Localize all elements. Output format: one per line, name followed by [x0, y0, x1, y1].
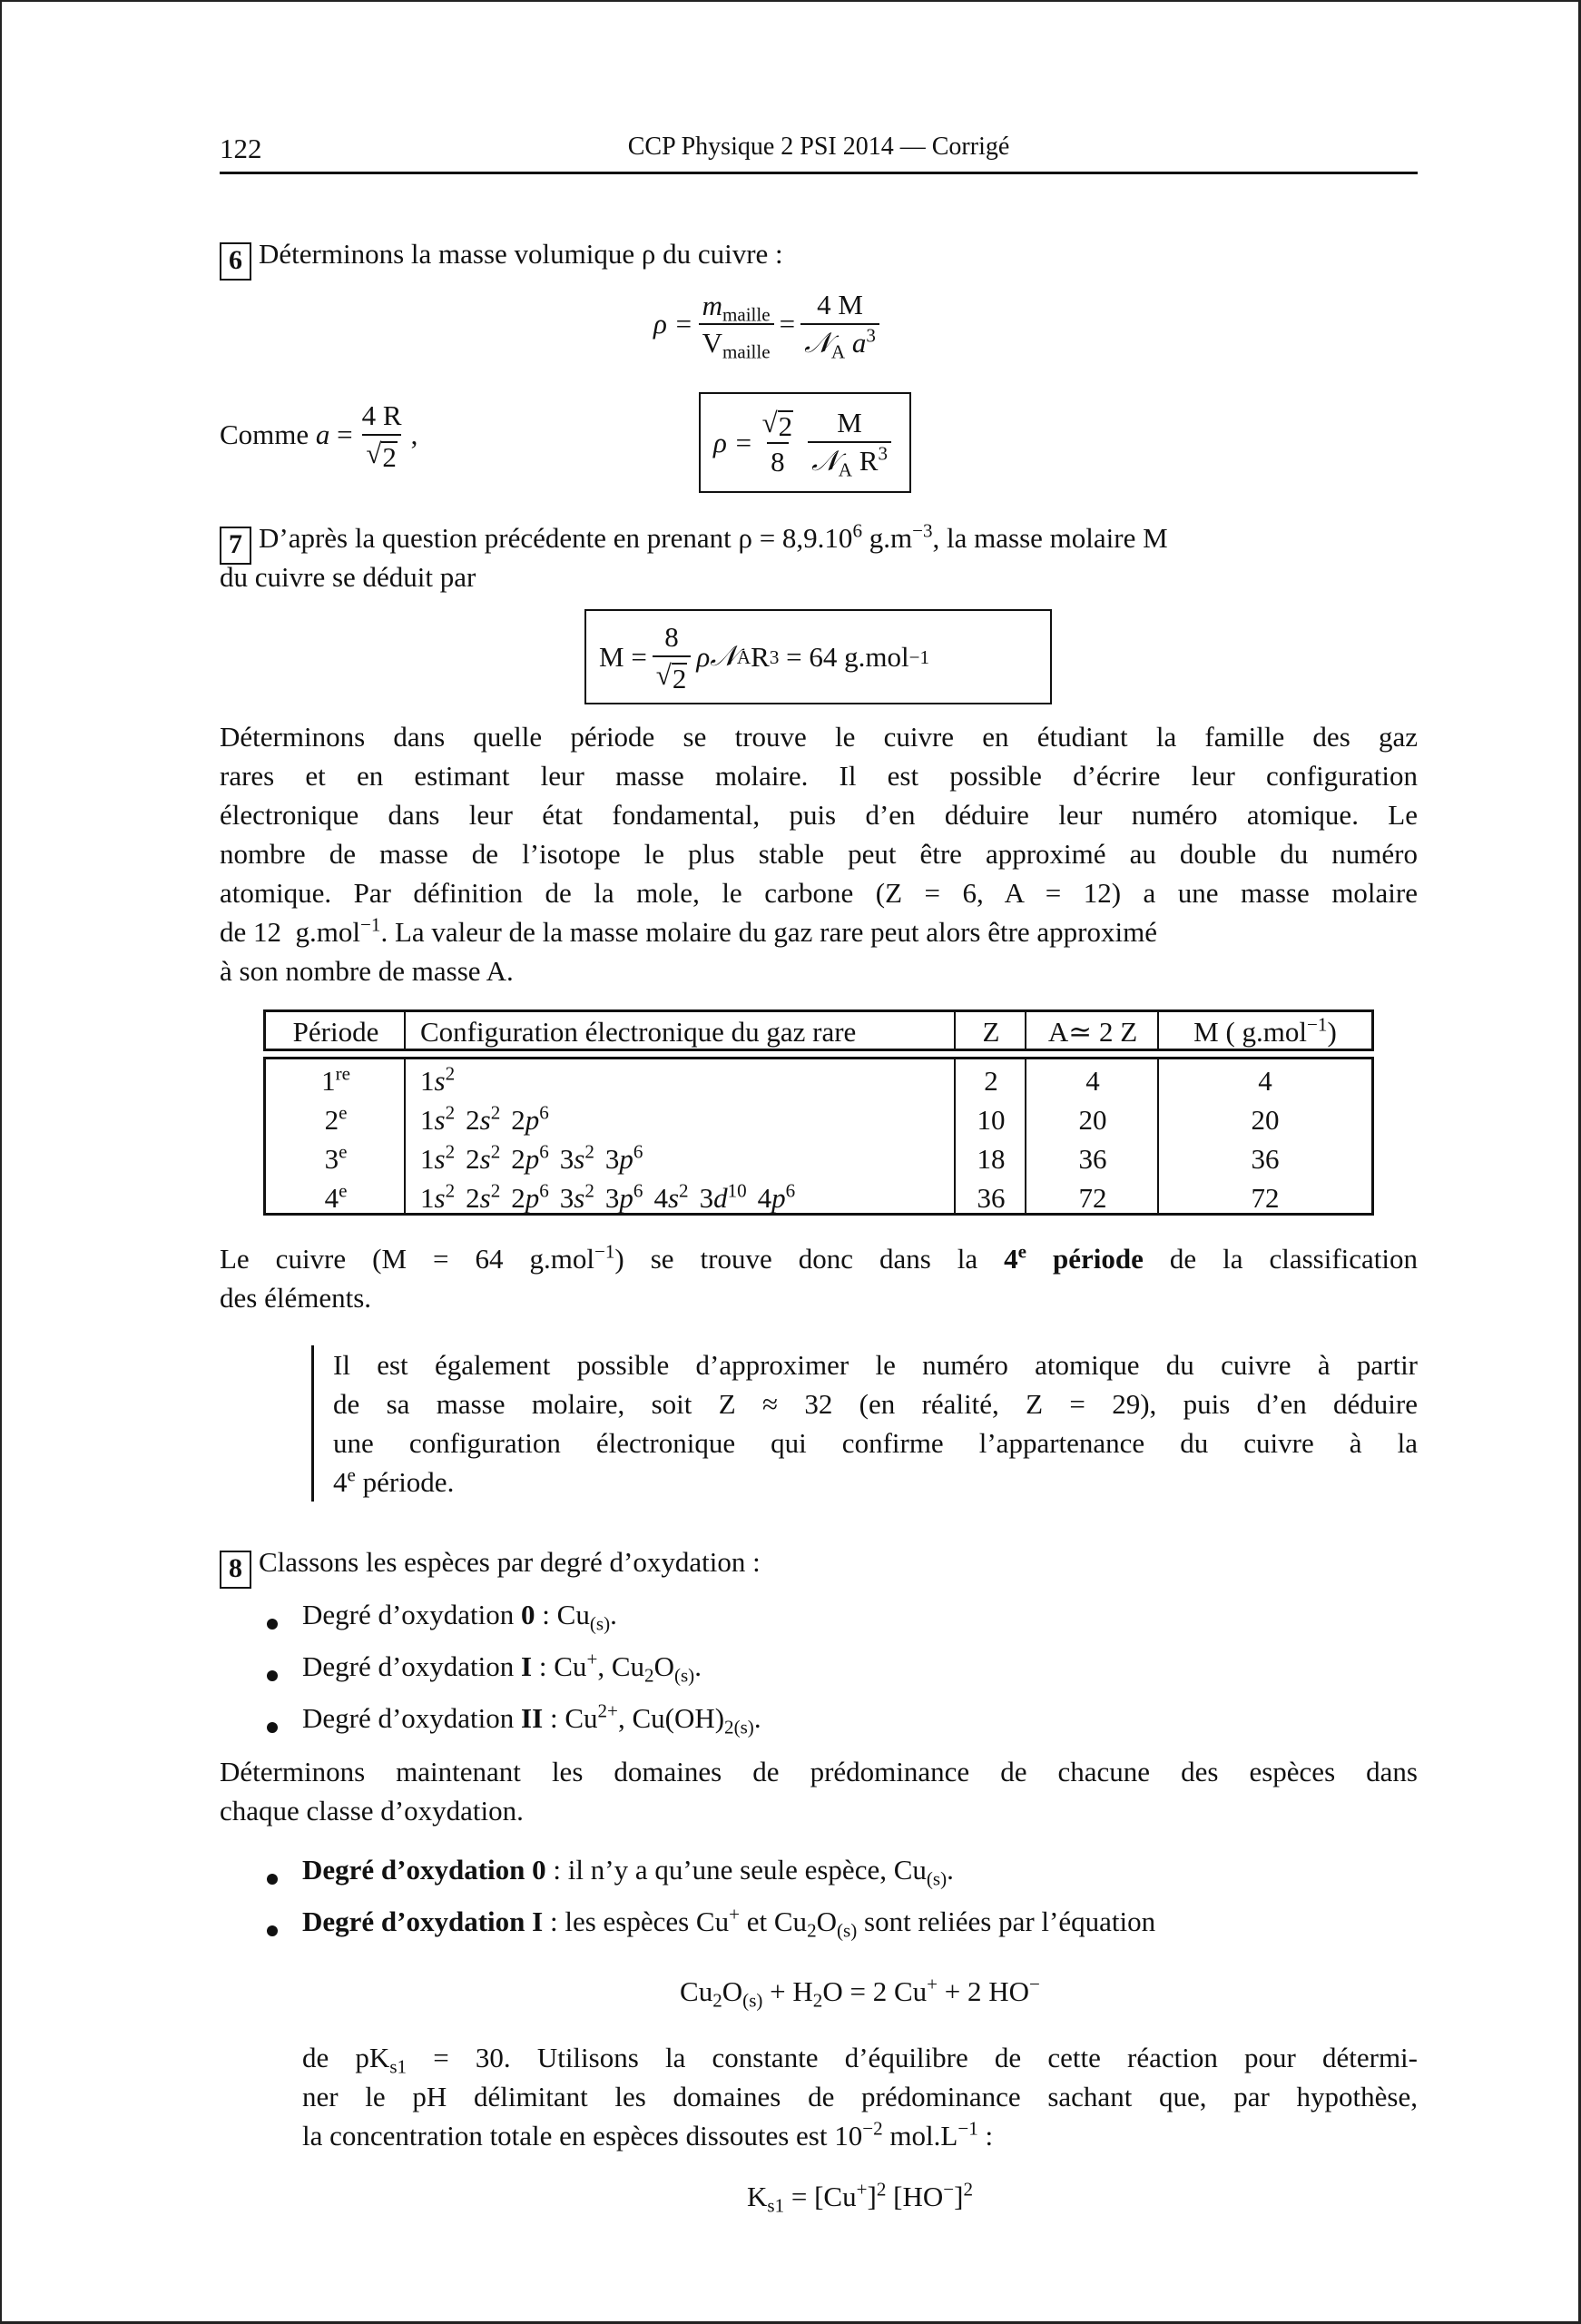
cell-m: 36 — [1251, 1143, 1280, 1175]
bold-label: Degré d’oxydation 0 — [302, 1854, 546, 1886]
cell-z: 18 — [977, 1143, 1006, 1175]
subscript: 2(s) — [724, 1716, 754, 1738]
running-title: CCP Physique 2 PSI 2014 — Corrigé — [627, 133, 1010, 161]
comme-label: Comme — [220, 419, 309, 451]
superscript: + — [586, 1648, 598, 1670]
radicand: 2 — [672, 662, 687, 694]
text: Le cuivre (M = 64 g.mol — [220, 1243, 594, 1275]
text: M ( g.mol — [1193, 1016, 1308, 1048]
cell-m: 72 — [1251, 1182, 1280, 1214]
text: Degré d’oxydation — [302, 1650, 522, 1682]
table-header — [263, 1009, 1374, 1051]
exponent: 3 — [866, 324, 876, 347]
paragraph-line: rares et en estimant leur masse molaire. Il est possible d’écrire leur configuration — [220, 760, 1418, 792]
exponent: −1 — [1307, 1013, 1328, 1036]
superscript: 2+ — [597, 1699, 618, 1722]
col-header-m — [1159, 1012, 1371, 1051]
comme-equation — [220, 399, 417, 471]
text: 3 — [324, 1143, 339, 1175]
superscript: re — [335, 1062, 350, 1085]
bullet-icon — [267, 1874, 278, 1885]
text: ) — [1327, 1016, 1337, 1048]
subscript: (s) — [673, 1664, 695, 1687]
text: de 12 g.mol — [220, 916, 360, 948]
exponent: 2 — [876, 2178, 887, 2201]
remark-line — [333, 1462, 454, 1502]
subscript: (s) — [742, 1989, 763, 2012]
text: , Cu(OH) — [617, 1702, 725, 1734]
degree: I — [521, 1650, 533, 1682]
subscript: 2 — [644, 1664, 654, 1687]
table-body — [263, 1057, 1374, 1216]
exponent: 2 — [963, 2178, 973, 2201]
text: 1 — [321, 1065, 336, 1097]
text: la concentration totale en espèces dissoutes est 10 — [302, 2120, 863, 2152]
text: = [Cu — [784, 2181, 857, 2212]
m-lhs: M = — [599, 640, 647, 673]
cell-a: 4 — [1085, 1065, 1100, 1097]
list-item — [302, 1699, 761, 1738]
numerator: M — [837, 407, 862, 439]
text: 2 — [324, 1104, 339, 1136]
text: [HO — [886, 2181, 944, 2212]
v-symbol: V — [702, 327, 722, 359]
subscript: (s) — [926, 1867, 948, 1890]
numerator: 4 R — [361, 399, 402, 431]
text: Degré d’oxydation — [302, 1702, 522, 1734]
cell-periode — [266, 1061, 406, 1100]
cell-z: 36 — [977, 1182, 1006, 1214]
text: Cu — [565, 1702, 598, 1734]
paragraph-line: Déterminons dans quelle période se trouve le cuivre en étudiant la famille des gaz — [220, 721, 1418, 753]
text: + H — [762, 1975, 813, 2007]
orbital: $1s^2$ — [420, 1179, 456, 1214]
remark-bar — [311, 1345, 314, 1502]
subscript: maille — [722, 340, 771, 363]
conclusion-line1 — [220, 1239, 1418, 1278]
bullet-icon — [267, 1925, 278, 1936]
paragraph-line: à son nombre de masse A. — [220, 955, 514, 987]
orbital: $3d^{10}$ — [699, 1179, 747, 1214]
question-number-box: 8 — [220, 1551, 251, 1589]
m-symbol: m — [702, 289, 722, 321]
cell-z: 2 — [984, 1065, 998, 1097]
rho-symbol: ρ — [696, 640, 711, 673]
subscript: A — [830, 340, 846, 362]
subscript: A — [838, 458, 853, 481]
cell-periode — [266, 1178, 406, 1217]
text: et Cu — [740, 1905, 808, 1937]
superscript: + — [927, 1973, 938, 1995]
numerator: 8 — [664, 621, 679, 654]
text: : les espèces Cu — [543, 1905, 730, 1937]
a-symbol: a — [315, 419, 330, 451]
exponent: −1 — [360, 913, 381, 936]
cell-a: 72 — [1078, 1182, 1107, 1214]
orbital: $2s^2$ — [466, 1179, 501, 1214]
text: , la masse molaire M — [932, 522, 1168, 554]
a-symbol: a — [851, 326, 867, 359]
text: : — [532, 1650, 555, 1682]
text: : — [543, 1702, 565, 1734]
question-number-box: 7 — [220, 527, 251, 565]
r-symbol: R — [751, 640, 770, 673]
header-rule — [220, 172, 1418, 174]
text: de la classification — [1143, 1243, 1419, 1275]
q6-intro: Déterminons la masse volumique ρ du cuivre : — [259, 238, 783, 270]
bold-period — [1004, 1240, 1144, 1275]
subscript: (s) — [589, 1612, 611, 1635]
cell-config — [420, 1100, 560, 1139]
text: ] — [867, 2181, 877, 2212]
text: 4 — [333, 1466, 348, 1498]
col-header-periode: Période — [292, 1016, 379, 1048]
fraction-M-NaR3 — [808, 407, 891, 481]
orbital: $1s^2$ — [420, 1101, 456, 1136]
fraction-sqrt2-8: √ 2 8 — [761, 407, 793, 478]
exponent: e — [1017, 1240, 1026, 1263]
text: : — [535, 1599, 557, 1630]
superscript: − — [943, 2178, 955, 2201]
fraction-mass-volume — [699, 289, 774, 363]
paragraph-line: Déterminons maintenant les domaines de prédominance de chacune des espèces dans — [220, 1756, 1418, 1787]
superscript: e — [339, 1179, 348, 1202]
cell-m: 4 — [1258, 1065, 1272, 1097]
subscript: 2 — [807, 1919, 817, 1942]
avogadro-symbol: 𝒩 — [811, 445, 839, 478]
exponent: −1 — [594, 1240, 615, 1263]
text: . — [753, 1702, 761, 1734]
avogadro-symbol: 𝒩 — [804, 326, 831, 359]
list-item — [302, 1850, 954, 1889]
r-symbol: R — [859, 445, 879, 477]
cell-z: 10 — [977, 1104, 1006, 1136]
q6-intro-line — [220, 234, 1418, 281]
orbital: $3p^6$ — [604, 1179, 643, 1214]
exponent: 6 — [852, 519, 862, 542]
bold-label: Degré d’oxydation I — [302, 1905, 544, 1937]
text: : — [977, 2120, 994, 2152]
cell-periode — [266, 1100, 406, 1139]
text: K — [746, 2181, 768, 2212]
remark-line: une configuration électronique qui confirme l’appartenance du cuivre à la — [333, 1427, 1418, 1459]
text: , Cu — [597, 1650, 645, 1682]
superscript: e — [339, 1140, 348, 1163]
exponent: e — [347, 1463, 356, 1486]
cell-m: 20 — [1251, 1104, 1280, 1136]
text: sont reliées par l’équation — [857, 1905, 1156, 1937]
superscript: e — [339, 1101, 348, 1124]
superscript: − — [1029, 1973, 1040, 1995]
orbital: $2s^2$ — [466, 1101, 501, 1136]
fraction-4M — [800, 289, 879, 362]
remark-line: Il est également possible d’approximer le numéro atomique du cuivre à partir — [333, 1349, 1418, 1381]
text: Degré d’oxydation — [302, 1599, 522, 1630]
ks1-equation — [302, 2177, 1418, 2216]
text: Cu — [680, 1975, 713, 2007]
cell-config — [420, 1061, 466, 1100]
text: ) se trouve donc dans la — [614, 1243, 1005, 1275]
text: période — [1026, 1243, 1144, 1275]
equals-sign: = — [337, 419, 353, 451]
comma: , — [410, 419, 418, 451]
radicand: 2 — [382, 440, 397, 473]
subscript: maille — [722, 302, 771, 325]
superscript: + — [856, 2178, 868, 2201]
q8-intro: Classons les espèces par degré d’oxydation : — [259, 1546, 761, 1578]
subscript: 2 — [712, 1989, 722, 2012]
exponent: −3 — [912, 519, 933, 542]
orbital: $1s^2$ — [420, 1062, 456, 1097]
cell-config — [420, 1139, 653, 1178]
bullet-icon — [267, 1670, 278, 1681]
orbital: $2p^6$ — [511, 1140, 549, 1175]
degree: 0 — [521, 1599, 535, 1630]
text: période. — [355, 1466, 455, 1498]
orbital: $3s^2$ — [559, 1179, 594, 1214]
exponent: −2 — [862, 2117, 883, 2140]
paragraph-line — [302, 2038, 1418, 2077]
text: ] — [954, 2181, 964, 2212]
cell-config — [420, 1178, 806, 1217]
orbital: $2p^6$ — [511, 1179, 549, 1214]
paragraph-line: électronique dans leur état fondamental, puis d’en déduire leur numéro atomique. Le — [220, 799, 1418, 831]
text: g.m — [861, 522, 913, 554]
cell-periode — [266, 1139, 406, 1178]
paragraph-line: atomique. Par définition de la mole, le carbone (Z = 6, A = 12) a une masse molaire — [220, 877, 1418, 909]
text: 4 — [1004, 1243, 1018, 1275]
subscript: 2 — [812, 1989, 823, 2012]
list-item — [302, 1902, 1418, 1941]
density-equation — [653, 289, 885, 363]
exponent: 3 — [878, 442, 888, 465]
orbital: $4s^2$ — [653, 1179, 689, 1214]
subscript: s1 — [767, 2194, 785, 2217]
text: . — [610, 1599, 617, 1630]
text: O = 2 Cu — [822, 1975, 928, 2007]
text: = 30. Utilisons la constante d’équilibre de cette réaction pour détermi- — [407, 2042, 1418, 2073]
text: Cu — [556, 1599, 590, 1630]
fraction-8-sqrt2: 8 √ 2 — [653, 621, 692, 693]
text: D’après la question précédente en prenant ρ = 8,9.10 — [259, 522, 853, 554]
q7-line2: du cuivre se déduit par — [220, 561, 476, 593]
text: Cu — [554, 1650, 587, 1682]
col-header-a: A≃ 2 Z — [1047, 1016, 1138, 1048]
conclusion-line2: des éléments. — [220, 1282, 372, 1314]
molar-mass-result-box: M = 8 √ 2 ρ 𝒩 A R 3 = 64 g.mol −1 — [584, 609, 1052, 704]
text: . — [694, 1650, 702, 1682]
text: O — [816, 1905, 837, 1937]
orbital: $4p^6$ — [757, 1179, 796, 1214]
paragraph-line — [302, 2116, 993, 2155]
rho-lhs: ρ = — [653, 308, 693, 340]
orbital: $3s^2$ — [559, 1140, 594, 1175]
bullet-icon — [267, 1722, 278, 1733]
avogadro-symbol: 𝒩 — [710, 640, 737, 673]
col-header-z: Z — [982, 1016, 1000, 1048]
paragraph-line: chaque classe d’oxydation. — [220, 1795, 524, 1827]
text: + 2 HO — [938, 1975, 1030, 2007]
orbital: $2p^6$ — [511, 1101, 549, 1136]
density-result-box — [699, 392, 911, 493]
rho-lhs: ρ = — [713, 426, 753, 458]
text: . — [947, 1854, 954, 1886]
orbital: $2s^2$ — [466, 1140, 501, 1175]
text: mol.L — [882, 2120, 958, 2152]
text: . La valeur de la masse molaire du gaz rare peut alors être approximé — [380, 916, 1157, 948]
subscript: s1 — [389, 2055, 408, 2078]
orbital: $1s^2$ — [420, 1140, 456, 1175]
rhs: = 64 g.mol — [779, 640, 909, 673]
q8-intro-line — [220, 1542, 1418, 1589]
text: : il n’y a qu’une seule espèce, Cu — [545, 1854, 927, 1886]
cell-a: 36 — [1078, 1143, 1107, 1175]
equals-sign: = — [779, 308, 796, 340]
numerator: 4 M — [817, 289, 863, 320]
list-item — [302, 1647, 702, 1686]
text: de pK — [302, 2042, 390, 2073]
cell-a: 20 — [1078, 1104, 1107, 1136]
radicand: 2 — [778, 410, 793, 443]
col-header-config: Configuration électronique du gaz rare — [420, 1016, 857, 1048]
reaction-equation — [302, 1972, 1418, 2011]
text: O — [722, 1975, 743, 2007]
remark-line: de sa masse molaire, soit Z ≈ 32 (en réalité, Z = 29), puis d’en déduire — [333, 1388, 1418, 1420]
subscript: (s) — [837, 1919, 858, 1942]
text: O — [653, 1650, 674, 1682]
paragraph-line: nombre de masse de l’isotope le plus stable peut être approximé au double du numéro — [220, 838, 1418, 870]
question-number-box: 6 — [220, 242, 251, 281]
paragraph-line — [220, 912, 1418, 951]
paragraph-line: ner le pH délimitant les domaines de prédominance sachant que, par hypothèse, — [302, 2081, 1418, 2112]
denominator: 8 — [767, 442, 789, 478]
orbital: $3p^6$ — [604, 1140, 643, 1175]
superscript: + — [729, 1903, 740, 1925]
text: 4 — [324, 1182, 339, 1214]
list-item — [302, 1595, 617, 1634]
degree: II — [521, 1702, 544, 1734]
fraction-4R-sqrt2: 4 R √ 2 — [358, 399, 406, 471]
page-number: 122 — [220, 133, 262, 164]
bullet-icon — [267, 1619, 278, 1630]
exponent: −1 — [957, 2117, 978, 2140]
